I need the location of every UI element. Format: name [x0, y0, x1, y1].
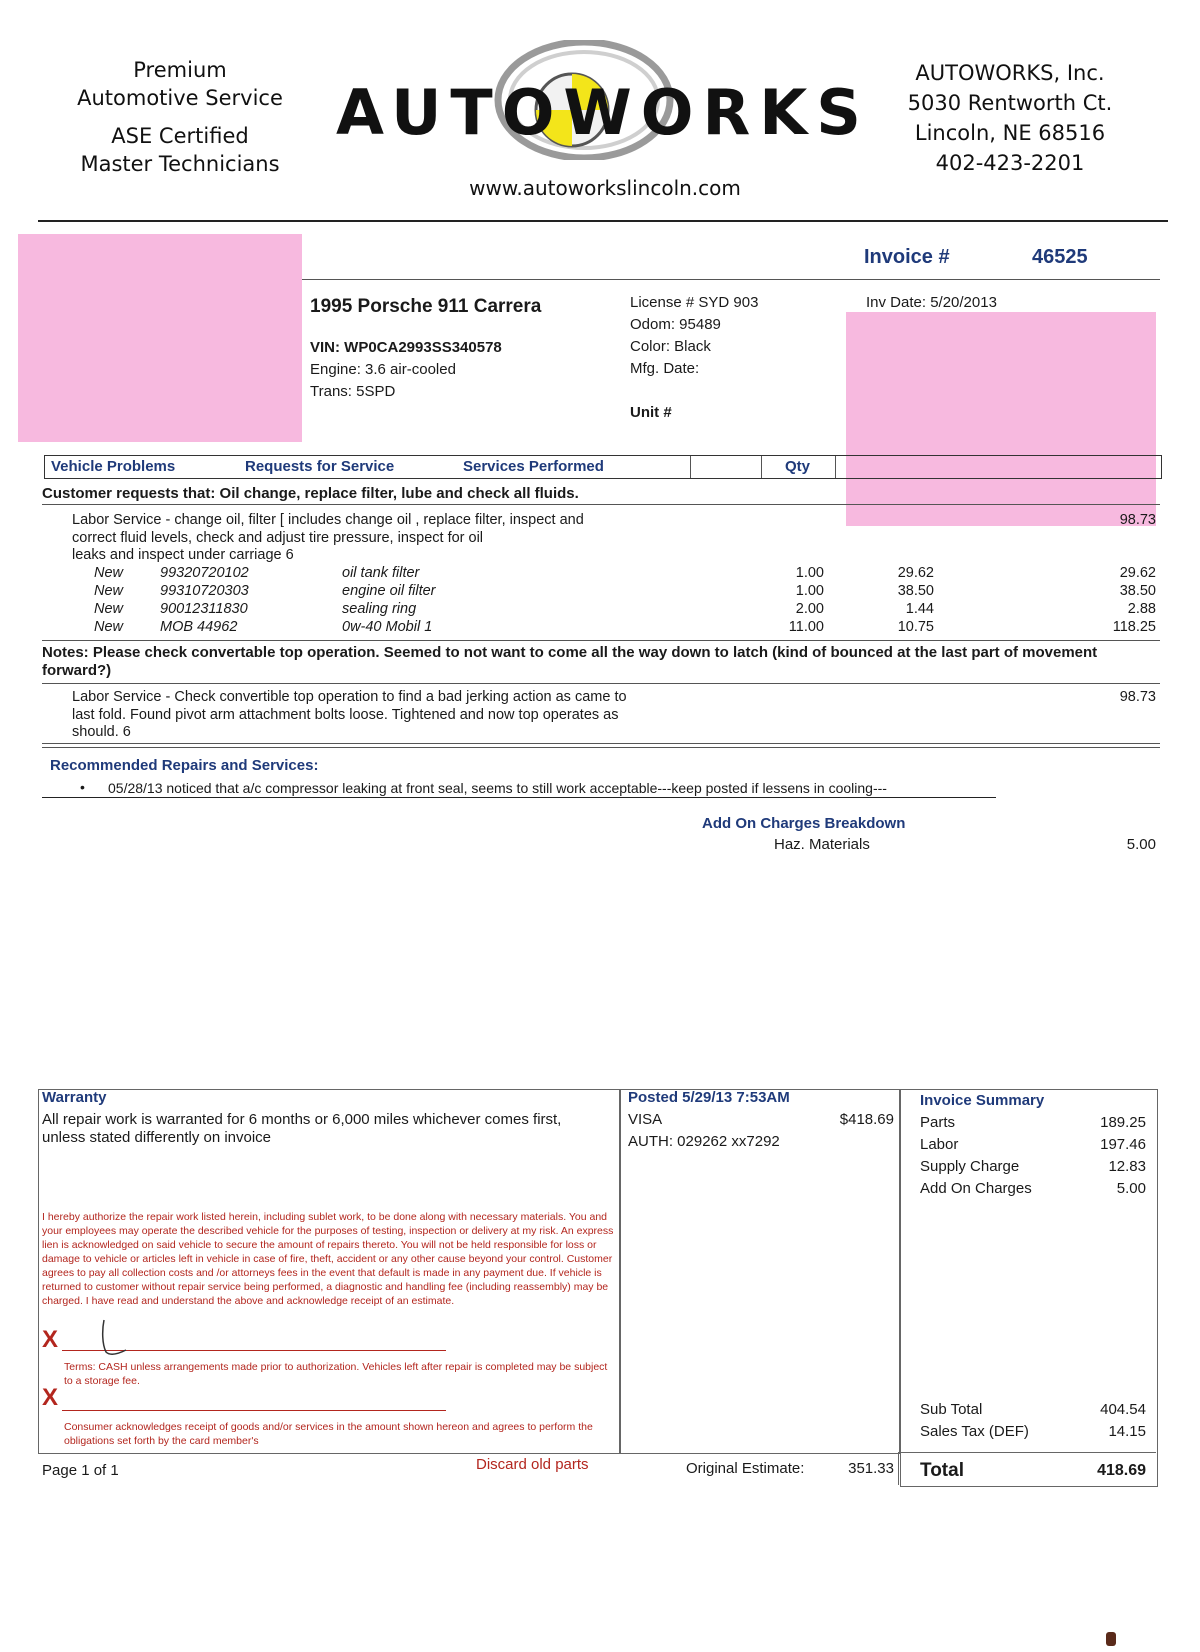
col-requests-for-service: Requests for Service: [245, 458, 395, 475]
labor-line: Labor Service - change oil, filter [ includes change oil , replace filter, inspect and: [72, 512, 584, 528]
col-divider: [761, 456, 762, 478]
part-total: 2.88: [1127, 601, 1156, 617]
section-divider: [42, 683, 1160, 684]
autoworks-logo: [336, 40, 870, 160]
part-condition: New: [94, 565, 124, 581]
addon-amount: 5.00: [1126, 836, 1156, 853]
summary-value: 12.83: [1108, 1158, 1146, 1175]
sales-tax-value: 14.15: [1108, 1423, 1146, 1440]
tagline-line: ASE Certified: [111, 124, 249, 148]
addon-title: Add On Charges Breakdown: [702, 815, 906, 832]
part-row: [94, 601, 1154, 619]
invoice-number-label: Invoice #: [864, 246, 950, 268]
total-value: 418.69: [1097, 1462, 1146, 1479]
section-divider: [42, 640, 1160, 641]
part-total: 29.62: [1119, 565, 1156, 581]
summary-value: 189.25: [1100, 1114, 1146, 1131]
tagline-line: Master Technicians: [80, 152, 280, 176]
part-number: MOB 44962: [160, 619, 238, 635]
warranty-line: unless stated differently on invoice: [42, 1129, 272, 1146]
part-total: 38.50: [1119, 583, 1156, 599]
payment-method: VISA: [628, 1111, 663, 1128]
shop-address: [880, 58, 1140, 178]
part-qty: 2.00: [795, 601, 824, 617]
col-services-performed: Services Performed: [463, 458, 604, 475]
part-price: 1.44: [905, 601, 934, 617]
part-condition: New: [94, 619, 124, 635]
vehicle-color: Color: Black: [630, 338, 711, 355]
invoice-date: Inv Date: 5/20/2013: [866, 294, 997, 311]
sales-tax-label: Sales Tax (DEF): [920, 1423, 1029, 1440]
header-divider: [38, 220, 1168, 222]
signature-line: [62, 1410, 446, 1411]
discard-old-parts: Discard old parts: [476, 1456, 589, 1473]
labor-line: leaks and inspect under carriage 6: [72, 547, 294, 563]
address-line: Lincoln, NE 68516: [914, 121, 1106, 145]
bullet: •: [80, 779, 85, 795]
website-url: www.autoworkslincoln.com: [469, 176, 741, 200]
invoice-number: 46525: [1032, 246, 1088, 268]
tagline-line: Automotive Service: [77, 86, 283, 110]
col-qty: Qty: [785, 458, 811, 475]
part-qty: 1.00: [795, 583, 824, 599]
address-line: AUTOWORKS, Inc.: [915, 61, 1105, 85]
labor-line: Labor Service - Check convertible top operation to find a bad jerking action as came to: [72, 689, 627, 705]
summary-label: Supply Charge: [920, 1158, 1020, 1175]
subtotal-value: 404.54: [1100, 1401, 1146, 1418]
authorization-text: I hereby authorize the repair work listed herein, including sublet work, to be done along with necessary materials. You and your employees may operate the described vehicle for the purposes of testing, inspection or delivery at my risk. An express lien is acknowledged on said vehicle to secure the amount of repairs thereto. You will not be held responsible for loss or damage to vehicle or articles left in vehicle in case of fire, theft, accident or any other cause beyond your control. Customer agrees to pay all collection costs and /or attorneys fees in the event that default is made in any payment due. If vehicle is returned to customer without repair service being performed, a diagnostic and handling fee (including reassembly) may be charged. I have read and understand the above and acknowledge receipt of an estimate.: [42, 1211, 614, 1307]
labor-amount-2: 98.73: [1119, 689, 1156, 705]
notes-line: forward?): [42, 662, 112, 679]
col-divider: [835, 456, 836, 478]
recommended-title: Recommended Repairs and Services:: [50, 757, 319, 774]
vehicle-mfg-date: Mfg. Date:: [630, 360, 700, 377]
addon-item: Haz. Materials: [774, 836, 870, 853]
part-row: [94, 583, 1154, 601]
section-divider: [42, 747, 1160, 748]
labor-description-2: [72, 689, 627, 742]
part-condition: New: [94, 583, 124, 599]
part-total: 118.25: [1112, 619, 1156, 635]
part-condition: New: [94, 601, 124, 617]
summary-label: Labor: [920, 1136, 959, 1153]
summary-label: Add On Charges: [920, 1180, 1032, 1197]
col-divider: [690, 456, 691, 478]
part-description: oil tank filter: [342, 565, 420, 581]
redacted-service-writer-block: [846, 312, 1156, 526]
part-row: [94, 619, 1154, 637]
summary-value: 5.00: [1116, 1180, 1146, 1197]
part-number: 99310720303: [160, 583, 249, 599]
warranty-title: Warranty: [42, 1089, 107, 1106]
redacted-customer-block: [18, 234, 302, 442]
original-estimate-value: 351.33: [848, 1460, 894, 1477]
labor-amount-1: 98.73: [1119, 512, 1156, 528]
part-price: 10.75: [897, 619, 934, 635]
signature-x-mark: X: [42, 1384, 59, 1411]
consumer-acknowledgement: Consumer acknowledges receipt of goods and/or services in the amount shown hereon and agrees to perform the obligations set forth by the card member's: [64, 1421, 593, 1447]
vehicle-divider: [302, 279, 1160, 280]
vehicle-license: License # SYD 903: [630, 294, 759, 311]
total-label: Total: [920, 1460, 964, 1481]
address-line: 5030 Rentworth Ct.: [907, 91, 1113, 115]
payment-auth: AUTH: 029262 xx7292: [628, 1133, 780, 1150]
vehicle-vin: VIN: WP0CA2993SS340578: [310, 339, 502, 356]
scan-speck: [1106, 1632, 1116, 1646]
shop-tagline: [60, 56, 300, 178]
labor-description-1: [72, 512, 584, 565]
signature-x-mark: X: [42, 1326, 59, 1353]
part-price: 38.50: [897, 583, 934, 599]
part-description: 0w-40 Mobil 1: [342, 619, 433, 635]
subtotal-label: Sub Total: [920, 1401, 983, 1418]
customer-request: Customer requests that: Oil change, replace filter, lube and check all fluids.: [42, 485, 579, 502]
part-description: engine oil filter: [342, 583, 436, 599]
recommended-item: 05/28/13 noticed that a/c compressor leaking at front seal, seems to still work acceptable---keep posted if lessens in cooling---: [108, 780, 887, 796]
section-divider: [42, 743, 1160, 744]
total-divider: [900, 1452, 1156, 1453]
address-line: 402-423-2201: [935, 151, 1085, 175]
vehicle-unit: Unit #: [630, 404, 672, 421]
vehicle-trans: Trans: 5SPD: [310, 383, 396, 400]
warranty-line: All repair work is warranted for 6 months or 6,000 miles whichever comes first,: [42, 1111, 562, 1128]
section-divider: [42, 504, 1160, 505]
posted-date: Posted 5/29/13 7:53AM: [628, 1089, 790, 1106]
summary-label: Parts: [920, 1114, 956, 1131]
summary-value: 197.46: [1100, 1136, 1146, 1153]
vehicle-title: 1995 Porsche 911 Carrera: [310, 296, 542, 317]
notes-line: Notes: Please check convertable top operation. Seemed to not want to come all the way down to latch (kind of bounced at the last part of movement: [42, 644, 1098, 661]
service-notes: [42, 644, 1162, 680]
page-number: Page 1 of 1: [42, 1462, 119, 1479]
labor-line: correct fluid levels, check and adjust tire pressure, inspect for oil: [72, 529, 484, 546]
recommended-underline: [42, 797, 996, 798]
original-estimate-label: Original Estimate:: [686, 1460, 805, 1477]
logo-wordmark: AUTOWORKS: [336, 76, 870, 149]
part-number: 99320720102: [160, 565, 249, 581]
part-qty: 11.00: [788, 619, 824, 635]
payment-amount: $418.69: [839, 1111, 894, 1128]
part-price: 29.62: [897, 565, 934, 581]
line-items-header: [44, 455, 1162, 479]
vehicle-odometer: Odom: 95489: [630, 316, 721, 333]
tagline-line: Premium: [133, 58, 227, 82]
payment-terms: Terms: CASH unless arrangements made prior to authorization. Vehicles left after repair is completed may be subject to a storage fee.: [64, 1361, 608, 1387]
vehicle-engine: Engine: 3.6 air-cooled: [310, 361, 456, 378]
part-number: 90012311830: [160, 601, 248, 617]
labor-line: should. 6: [72, 724, 131, 740]
warranty-terms: [42, 1111, 561, 1147]
part-row: [94, 565, 1154, 583]
summary-title: Invoice Summary: [920, 1092, 1045, 1109]
col-vehicle-problems: Vehicle Problems: [51, 458, 176, 475]
labor-line: last fold. Found pivot arm attachment bolts loose. Tightened and now top operates as: [72, 706, 619, 723]
estimate-divider: [898, 1452, 899, 1485]
signature-scribble-icon: [96, 1318, 136, 1358]
part-description: sealing ring: [342, 601, 417, 617]
part-qty: 1.00: [795, 565, 824, 581]
